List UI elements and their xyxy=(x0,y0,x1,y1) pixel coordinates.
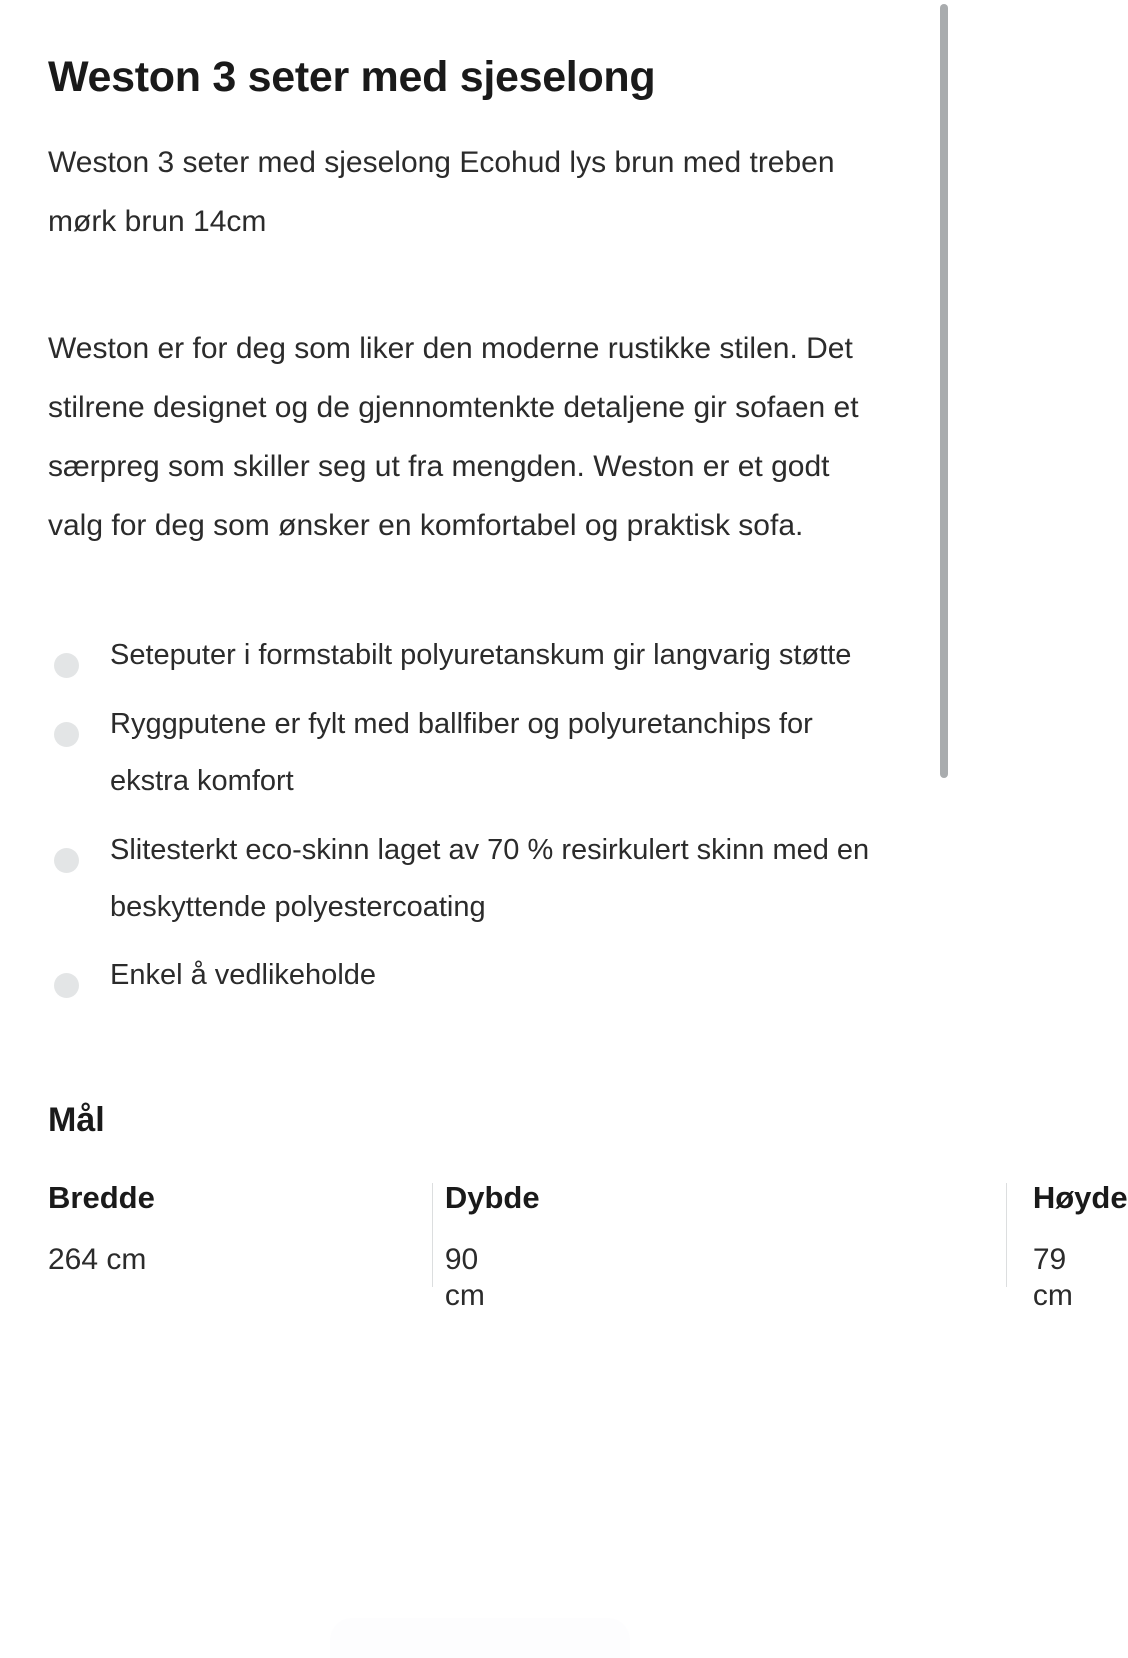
column-divider xyxy=(432,1183,433,1287)
bullet-dot-icon xyxy=(54,722,79,747)
feature-text: Slitesterkt eco-skinn laget av 70 % resirkulert skinn med en beskyttende polyestercoating xyxy=(110,833,870,923)
dimension-column-depth xyxy=(155,1179,540,1314)
scrollbar-thumb[interactable] xyxy=(940,4,948,778)
list-item xyxy=(48,696,878,811)
list-item xyxy=(48,627,878,684)
product-description-paragraph: Weston er for deg som liker den moderne rustikke stilen. Det stilrene designet og de gjennomtenkte detaljene gir sofaen et særpreg som skiller seg ut fra mengden. Weston er et godt valg for deg som ønsker en komfortabel og praktisk sofa. xyxy=(48,331,859,543)
bullet-dot-icon xyxy=(54,848,79,873)
bullet-dot-icon xyxy=(54,653,79,678)
feature-list xyxy=(48,555,878,1004)
column-divider xyxy=(1006,1183,1007,1287)
product-subtitle: Weston 3 seter med sjeselong Ecohud lys brun med treben mørk brun 14cm xyxy=(48,145,835,238)
bullet-dot-icon xyxy=(54,973,79,998)
dimension-label: Dybde xyxy=(444,1179,540,1215)
dimensions-heading: Mål xyxy=(48,1100,105,1139)
dimensions-table xyxy=(48,1141,1128,1314)
dimension-column-height: Høyde 79 cm xyxy=(449,1179,1033,1314)
content-column xyxy=(48,0,1128,1314)
list-item xyxy=(48,822,878,937)
dimension-value: 90 cm xyxy=(444,1242,485,1312)
feature-text: Enkel å vedlikeholde xyxy=(110,959,377,992)
page-title: Weston 3 seter med sjeselong xyxy=(48,53,656,101)
below-fold-element xyxy=(330,1618,630,1658)
feature-text: Ryggputene er fylt med ballfiber og polyuretanchips for ekstra komfort xyxy=(110,707,813,798)
list-item xyxy=(48,947,878,1004)
dimension-column-width xyxy=(48,1179,155,1314)
scrollbar[interactable] xyxy=(944,0,956,1643)
dimension-value: 264 cm xyxy=(48,1242,147,1276)
dimension-label: Bredde xyxy=(48,1179,155,1215)
feature-text: Seteputer i formstabilt polyuretanskum gir langvarig støtte xyxy=(110,639,852,672)
